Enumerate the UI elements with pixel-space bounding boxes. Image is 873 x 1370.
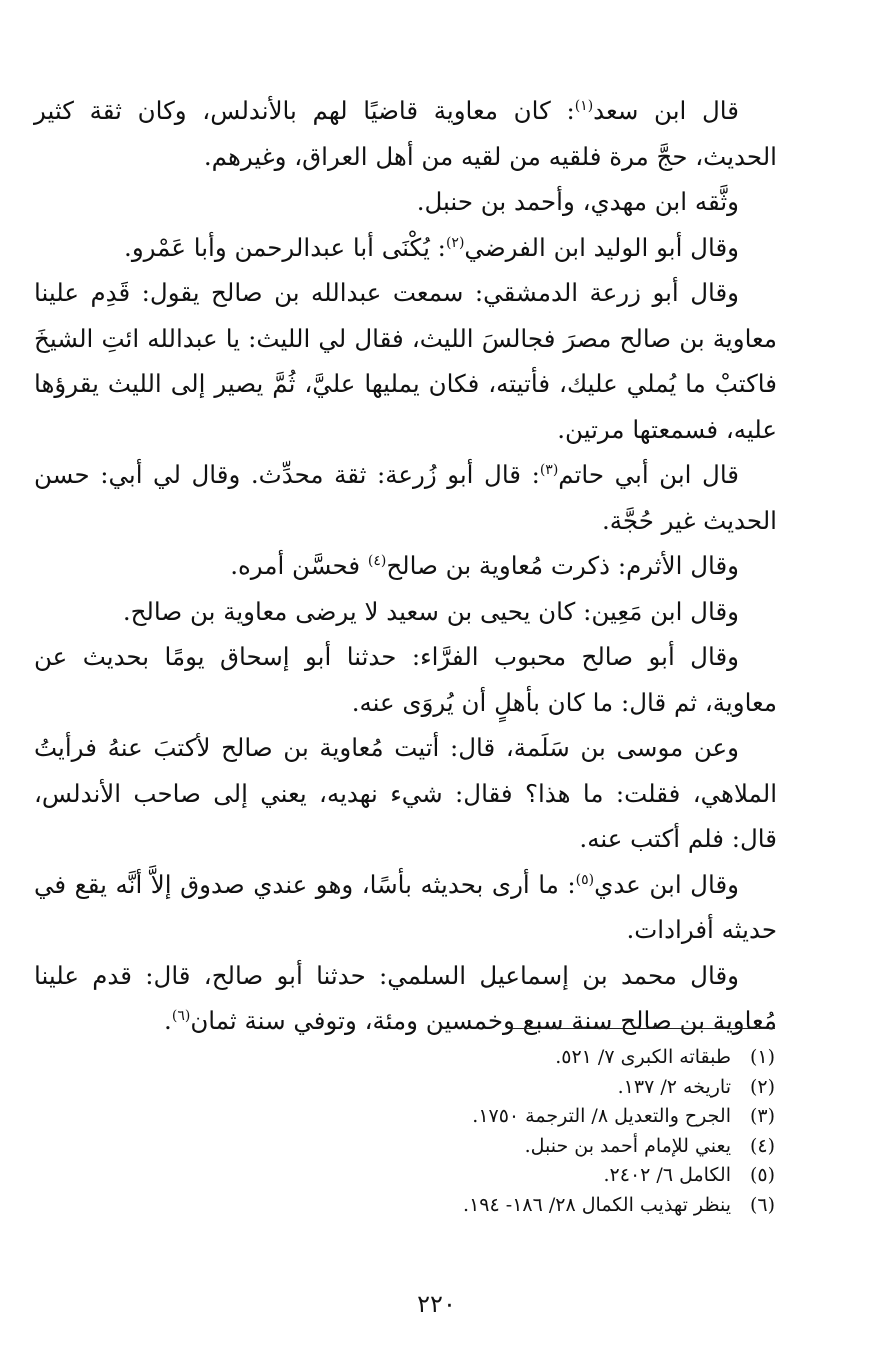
paragraph-5 [34, 452, 777, 543]
footnote-ref-5: (٥) [575, 871, 595, 888]
paragraph-text: وقال أبو صالح محبوب الفرَّاء: حدثنا أبو إسحاق يومًا بحديث عن معاوية، ثم قال: ما كان بأهلٍ أن يُروَى عنه. [34, 642, 777, 717]
footnote-text: الكامل ٦/ ٢٤٠٢. [603, 1164, 731, 1186]
paragraph-6 [34, 543, 777, 589]
footnote-6 [280, 1191, 775, 1221]
footnote-4 [280, 1132, 775, 1162]
paragraph-text: وقال أبو زرعة الدمشقي: سمعت عبدالله بن صالح يقول: قَدِم علينا معاوية بن صالح مصرَ فجالسَ الليث، فقال لي الليث: يا عبدالله ائتِ الشيخَ فاكتبْ ما يُملي عليك، فأتيته، فكان يمليها عليَّ، ثُمَّ يصير إلى الليث يقرؤها عليه، فسمعتها مرتين. [34, 278, 777, 444]
footnote-number: (٤) [749, 1134, 775, 1157]
footnote-ref-2: (٢) [445, 234, 465, 251]
footnote-number: (٥) [749, 1164, 775, 1186]
paragraph-text: وقال الأثرم: ذكرت مُعاوية بن صالح [386, 551, 739, 580]
footnote-text: تاريخه ٢/ ١٣٧. [617, 1075, 731, 1098]
paragraph-text: وقال ابن مَعِين: كان يحيى بن سعيد لا يرضى معاوية بن صالح. [122, 596, 739, 626]
paragraph-text: : كان معاوية قاضيًا لهم بالأندلس، وكان ثقة كثير الحديث، حجَّ مرة فلقيه من لقيه من أهل العراق، وغيرهم. [34, 96, 777, 171]
paragraph-text: قال ابن سعد [593, 96, 739, 125]
paragraph-10 [34, 862, 777, 953]
paragraph-text: وثَّقه ابن مهدي، وأحمد بن حنبل. [416, 187, 739, 216]
paragraph-7 [34, 589, 777, 635]
footnote-text: طبقاته الكبرى ٧/ ٥٢١. [555, 1046, 731, 1068]
footnote-text: يعني للإمام أحمد بن حنبل. [524, 1134, 731, 1157]
paragraph-text: : قال أبو زُرعة: ثقة محدِّث. وقال لي أبي: حسن الحديث غير حُجَّة. [34, 460, 777, 535]
paragraph-4 [34, 270, 777, 452]
footnotes [280, 1043, 775, 1220]
paragraph-text: . [164, 1006, 172, 1035]
paragraph-text: وقال محمد بن إسماعيل السلمي: حدثنا أبو صالح، قال: قدم علينا مُعاوية بن صالح سنة سبع وخمسين ومئة، وتوفي سنة ثمان [34, 960, 777, 1035]
footnote-text: ينظر تهذيب الكمال ٢٨/ ١٨٦- ١٩٤. [463, 1193, 731, 1216]
footnote-separator [510, 1028, 775, 1029]
footnote-2 [280, 1073, 775, 1103]
footnote-3 [280, 1102, 775, 1132]
footnote-ref-1: (١) [574, 97, 594, 114]
footnote-number: (٣) [749, 1105, 775, 1127]
footnote-text: الجرح والتعديل ٨/ الترجمة ١٧٥٠. [472, 1105, 731, 1127]
paragraph-2 [34, 179, 777, 225]
paragraph-1 [34, 88, 777, 179]
paragraph-text: وقال أبو الوليد ابن الفرضي [464, 232, 739, 262]
paragraph-text: وقال ابن عدي [594, 869, 739, 899]
paragraph-text: فحسَّن أمره. [230, 551, 368, 580]
page-number: ٢٢٠ [417, 1290, 456, 1318]
paragraph-3 [34, 225, 777, 271]
footnote-number: (١) [749, 1046, 775, 1068]
footnote-ref-6: (٦) [171, 1007, 191, 1024]
paragraph-11 [34, 953, 777, 1044]
footnote-1 [280, 1043, 775, 1073]
footnote-ref-3: (٣) [539, 461, 559, 478]
footnote-5 [280, 1161, 775, 1191]
paragraph-8 [34, 634, 777, 725]
paragraph-text: وعن موسى بن سَلَمة، قال: أتيت مُعاوية بن صالح لأكتبَ عنهُ فرأيتُ الملاهي، فقلت: ما هذا؟ فقال: شيء نهديه، يعني إلى صاحب الأندلس، قال: فلم أكتب عنه. [34, 733, 777, 853]
footnote-number: (٢) [749, 1075, 775, 1098]
paragraph-text: : ما أرى بحديثه بأسًا، وهو عندي صدوق إلاَّ أنَّه يقع في حديثه أفرادات. [34, 869, 777, 944]
main-text [34, 88, 777, 1044]
footnote-number: (٦) [749, 1193, 775, 1216]
footnote-ref-4: (٤) [367, 552, 387, 569]
paragraph-text: : يُكْنَى أبا عبدالرحمن وأبا عَمْرو. [124, 232, 446, 262]
paragraph-9 [34, 725, 777, 862]
paragraph-text: قال ابن أبي حاتم [558, 460, 739, 489]
